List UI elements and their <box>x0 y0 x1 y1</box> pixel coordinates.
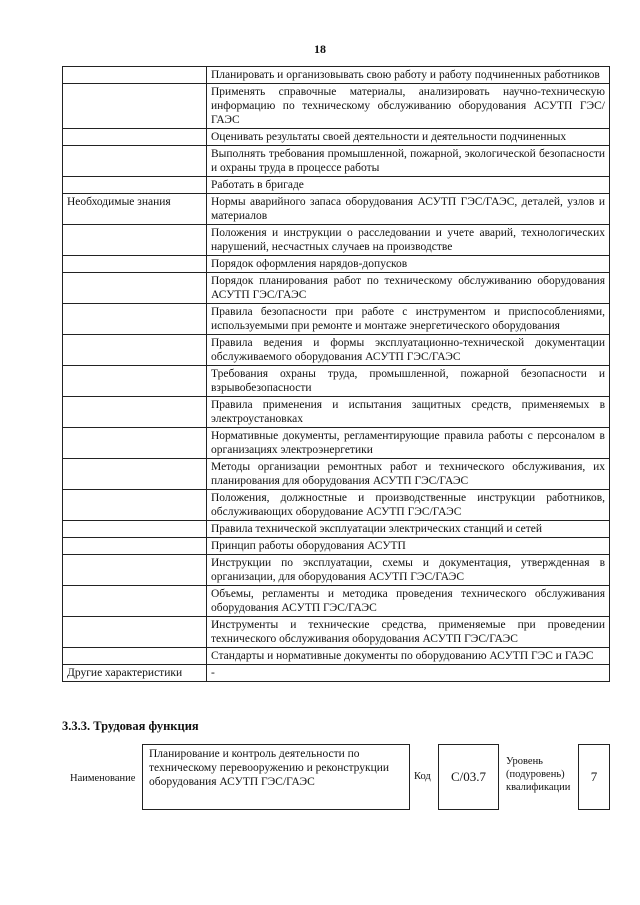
row-description-cell: Инструкции по эксплуатации, схемы и документация, утвержденная в организации, для оборудования АСУТП ГЭС/ГАЭС <box>207 555 610 586</box>
row-description-cell: Стандарты и нормативные документы по оборудованию АСУТП ГЭС и ГАЭС <box>207 648 610 665</box>
row-description-cell: Положения и инструкции о расследовании и учете аварий, технологических нарушений, несчастных случаев на производстве <box>207 225 610 256</box>
row-description-cell: Положения, должностные и производственные инструкции работников, обслуживающих оборудование АСУТП ГЭС/ГАЭС <box>207 490 610 521</box>
row-description-cell: Нормативные документы, регламентирующие правила работы с персоналом в организациях электроэнергетики <box>207 428 610 459</box>
row-description-cell: Оценивать результаты своей деятельности и деятельности подчиненных <box>207 129 610 146</box>
row-category-cell <box>63 397 207 428</box>
table-row <box>63 617 610 648</box>
table-row <box>63 538 610 555</box>
table-row <box>63 521 610 538</box>
row-description-cell: Инструменты и технические средства, применяемые при проведении технического обслуживания оборудования АСУТП ГЭС/ГАЭС <box>207 617 610 648</box>
row-category-cell <box>63 225 207 256</box>
row-description-cell: Методы организации ремонтных работ и технического обслуживания, их планирования для оборудования АСУТП ГЭС/ГАЭС <box>207 459 610 490</box>
row-description-cell: Правила ведения и формы эксплуатационно-технической документации обслуживаемого оборудования АСУТП ГЭС/ГАЭС <box>207 335 610 366</box>
qualification-level-box: 7 <box>578 744 610 810</box>
row-category-cell <box>63 146 207 177</box>
function-code-box: С/03.7 <box>438 744 499 810</box>
row-description-cell: Правила технической эксплуатации электрических станций и сетей <box>207 521 610 538</box>
table-row <box>63 256 610 273</box>
row-category-cell <box>63 586 207 617</box>
row-category-cell <box>63 521 207 538</box>
function-name-box: Планирование и контроль деятельности по техническому перевооружению и реконструкции оборудования АСУТП ГЭС/ГАЭС <box>142 744 410 810</box>
row-category-cell: Необходимые знания <box>63 194 207 225</box>
row-category-cell <box>63 335 207 366</box>
table-row <box>63 304 610 335</box>
table-row <box>63 67 610 84</box>
row-description-cell: Порядок планирования работ по техническому обслуживанию оборудования АСУТП ГЭС/ГАЭС <box>207 273 610 304</box>
row-category-cell <box>63 490 207 521</box>
row-category-cell <box>63 428 207 459</box>
table-row <box>63 194 610 225</box>
table-row <box>63 586 610 617</box>
section-heading: 3.3.3. Трудовая функция <box>62 719 199 733</box>
row-description-cell: Принцип работы оборудования АСУТП <box>207 538 610 555</box>
table-row <box>63 555 610 586</box>
table-row <box>63 84 610 129</box>
row-description-cell: Нормы аварийного запаса оборудования АСУТП ГЭС/ГАЭС, деталей, узлов и материалов <box>207 194 610 225</box>
row-category-cell <box>63 256 207 273</box>
table-row <box>63 225 610 256</box>
row-category-cell <box>63 177 207 194</box>
table-row <box>63 177 610 194</box>
row-description-cell: Применять справочные материалы, анализировать научно-техническую информацию по техническому обслуживанию оборудования АСУТП ГЭС/ГАЭС <box>207 84 610 129</box>
skills-knowledge-table <box>62 66 610 682</box>
row-description-cell: - <box>207 665 610 682</box>
row-category-cell <box>63 617 207 648</box>
code-label: Код <box>414 771 431 782</box>
row-description-cell: Объемы, регламенты и методика проведения технического обслуживания оборудования АСУТП ГЭС/ГАЭС <box>207 586 610 617</box>
name-label: Наименование <box>70 773 136 784</box>
table-row <box>63 146 610 177</box>
row-description-cell: Правила безопасности при работе с инструментом и приспособлениями, используемыми при ремонте и монтаже энергетического оборудования <box>207 304 610 335</box>
row-category-cell <box>63 273 207 304</box>
row-category-cell <box>63 648 207 665</box>
row-category-cell <box>63 129 207 146</box>
table-row <box>63 490 610 521</box>
row-category-cell <box>63 84 207 129</box>
table-row <box>63 459 610 490</box>
table-row <box>63 665 610 682</box>
table-row <box>63 397 610 428</box>
row-category-cell <box>63 304 207 335</box>
row-category-cell: Другие характеристики <box>63 665 207 682</box>
row-description-cell: Выполнять требования промышленной, пожарной, экологической безопасности и охраны труда в процессе работы <box>207 146 610 177</box>
table-body <box>63 67 610 682</box>
row-description-cell: Требования охраны труда, промышленной, пожарной безопасности и взрывобезопасности <box>207 366 610 397</box>
table-row <box>63 648 610 665</box>
row-category-cell <box>63 538 207 555</box>
table-row <box>63 366 610 397</box>
row-category-cell <box>63 67 207 84</box>
level-label: Уровень (подуровень) квалификации <box>506 756 571 793</box>
page-number: 18 <box>314 42 326 56</box>
row-category-cell <box>63 459 207 490</box>
row-description-cell: Работать в бригаде <box>207 177 610 194</box>
row-description-cell: Правила применения и испытания защитных средств, применяемых в электроустановках <box>207 397 610 428</box>
row-category-cell <box>63 555 207 586</box>
table-row <box>63 273 610 304</box>
row-description-cell: Планировать и организовывать свою работу и работу подчиненных работников <box>207 67 610 84</box>
row-description-cell: Порядок оформления нарядов-допусков <box>207 256 610 273</box>
table-row <box>63 335 610 366</box>
table-row <box>63 129 610 146</box>
row-category-cell <box>63 366 207 397</box>
table-row <box>63 428 610 459</box>
